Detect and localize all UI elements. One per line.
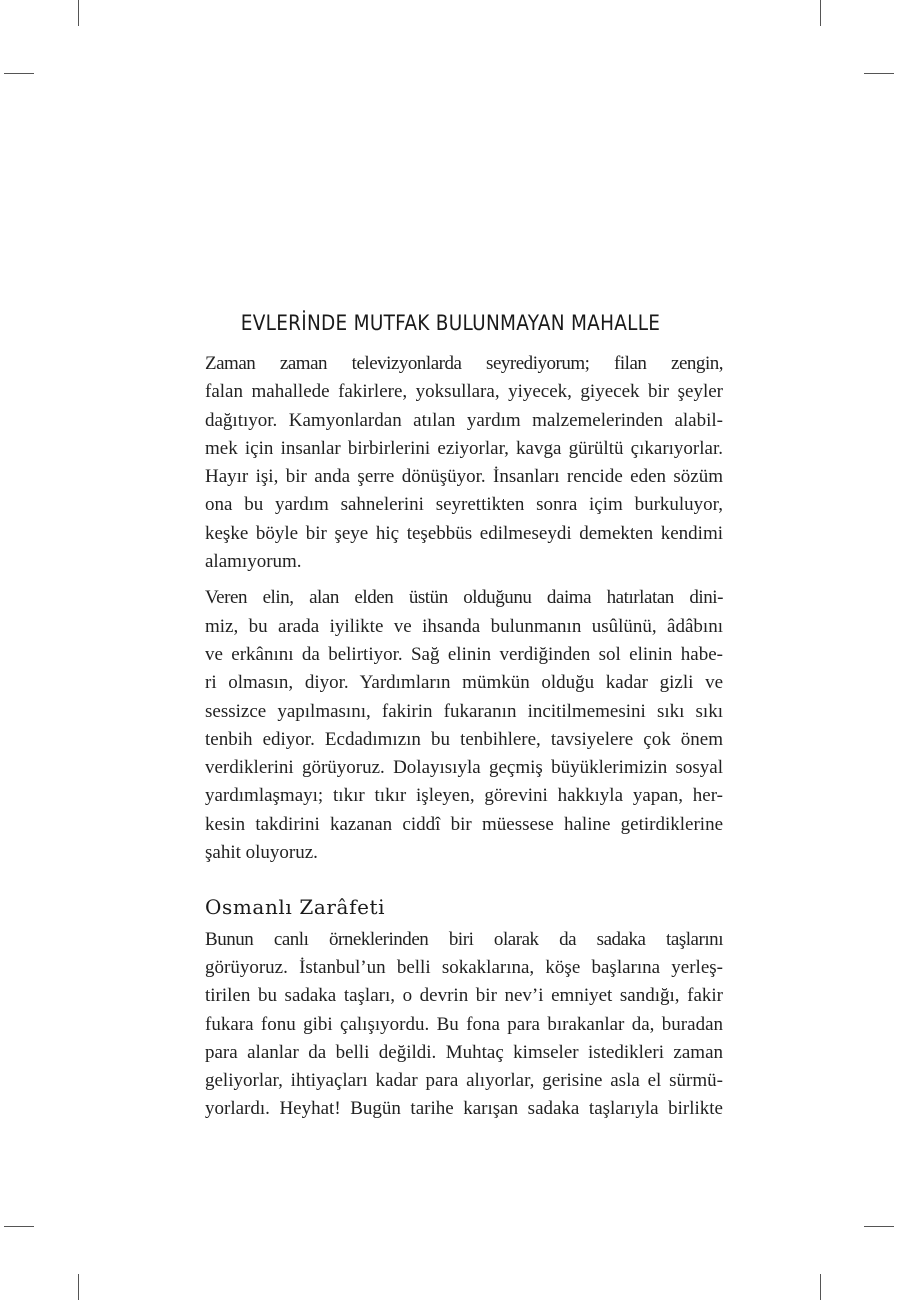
crop-mark-left-upper xyxy=(4,73,34,74)
crop-mark-left-lower xyxy=(4,1226,34,1227)
text-line: yorlardı. Heyhat! Bugün tarihe karışan sadaka taşlarıyla birlikte xyxy=(205,1098,723,1120)
paragraph-1 xyxy=(178,350,723,576)
text-line: ri olmasın, diyor. Yardımların mümkün olduğu kadar gizli ve xyxy=(205,672,723,694)
text-line: miz, bu arada iyilikte ve ihsanda bulunmanın usûlünü, âdâbını xyxy=(205,615,723,637)
crop-mark-top-right xyxy=(820,0,821,26)
text-line: kesin takdirini kazanan ciddî bir müessese haline getirdiklerine xyxy=(205,813,723,835)
text-line: alamıyorum. xyxy=(205,551,302,573)
paragraph-2 xyxy=(178,584,723,867)
chapter-title: EVLERİNDE MUTFAK BULUNMAYAN MAHALLE xyxy=(240,311,661,335)
text-line: mek için insanlar birbirlerini eziyorlar, kavga gürültü çıkarıyorlar. xyxy=(205,437,723,459)
text-line: keşke böyle bir şeye hiç teşebbüs edilmeseydi demekten kendimi xyxy=(205,522,723,544)
page-text-block xyxy=(178,310,723,1132)
text-line: Zaman zaman televizyonlarda seyrediyorum; filan zengin, xyxy=(205,353,723,374)
text-line: Bunun canlı örneklerinden biri olarak da sadaka taşlarını xyxy=(205,928,723,950)
text-line: tenbih ediyor. Ecdadımızın bu tenbihlere, tavsiyelere çok önem xyxy=(205,728,723,750)
text-line: Hayır işi, bir anda şerre dönüşüyor. İnsanları rencide eden sözüm xyxy=(205,466,723,488)
text-line: fukara fonu gibi çalışıyordu. Bu fona para bırakanlar da, buradan xyxy=(205,1013,723,1035)
text-line: yardımlaşmayı; tıkır tıkır işleyen, görevini hakkıyla yapan, her- xyxy=(205,785,723,807)
text-line: Veren elin, alan elden üstün olduğunu daima hatırlatan dini- xyxy=(205,587,723,609)
text-line: görüyoruz. İstanbul’un belli sokaklarına, köşe başlarına yerleş- xyxy=(205,956,723,978)
text-line: tirilen bu sadaka taşları, o devrin bir nev’i emniyet sandığı, fakir xyxy=(205,985,723,1007)
section-heading: Osmanlı Zarâfeti xyxy=(205,895,386,920)
text-line: ona bu yardım sahnelerini seyrettikten sonra içim burkuluyor, xyxy=(205,494,723,516)
text-line: verdiklerini görüyoruz. Dolayısıyla geçmiş büyüklerimizin sosyal xyxy=(205,757,723,779)
crop-mark-top-left xyxy=(78,0,79,26)
text-line: para alanlar da belli değildi. Muhtaç kimseler istedikleri zaman xyxy=(205,1041,723,1063)
crop-mark-right-lower xyxy=(864,1226,894,1227)
text-line: geliyorlar, ihtiyaçları kadar para alıyorlar, gerisine asla el sürmü- xyxy=(205,1070,723,1092)
text-line: ve erkânını da belirtiyor. Sağ elinin verdiğinden sol elinin habe- xyxy=(205,643,723,665)
text-line: sessizce yapılmasını, fakirin fukaranın incitilmemesini sıkı sıkı xyxy=(205,700,723,722)
text-line: dağıtıyor. Kamyonlardan atılan yardım malzemelerinden alabil- xyxy=(205,409,723,431)
crop-mark-bottom-right xyxy=(820,1274,821,1300)
crop-mark-bottom-left xyxy=(78,1274,79,1300)
paragraph-3 xyxy=(178,926,723,1124)
crop-mark-right-upper xyxy=(864,73,894,74)
text-line: şahit oluyoruz. xyxy=(205,842,318,864)
text-line: falan mahallede fakirlere, yoksullara, yiyecek, giyecek bir şeyler xyxy=(205,381,723,403)
